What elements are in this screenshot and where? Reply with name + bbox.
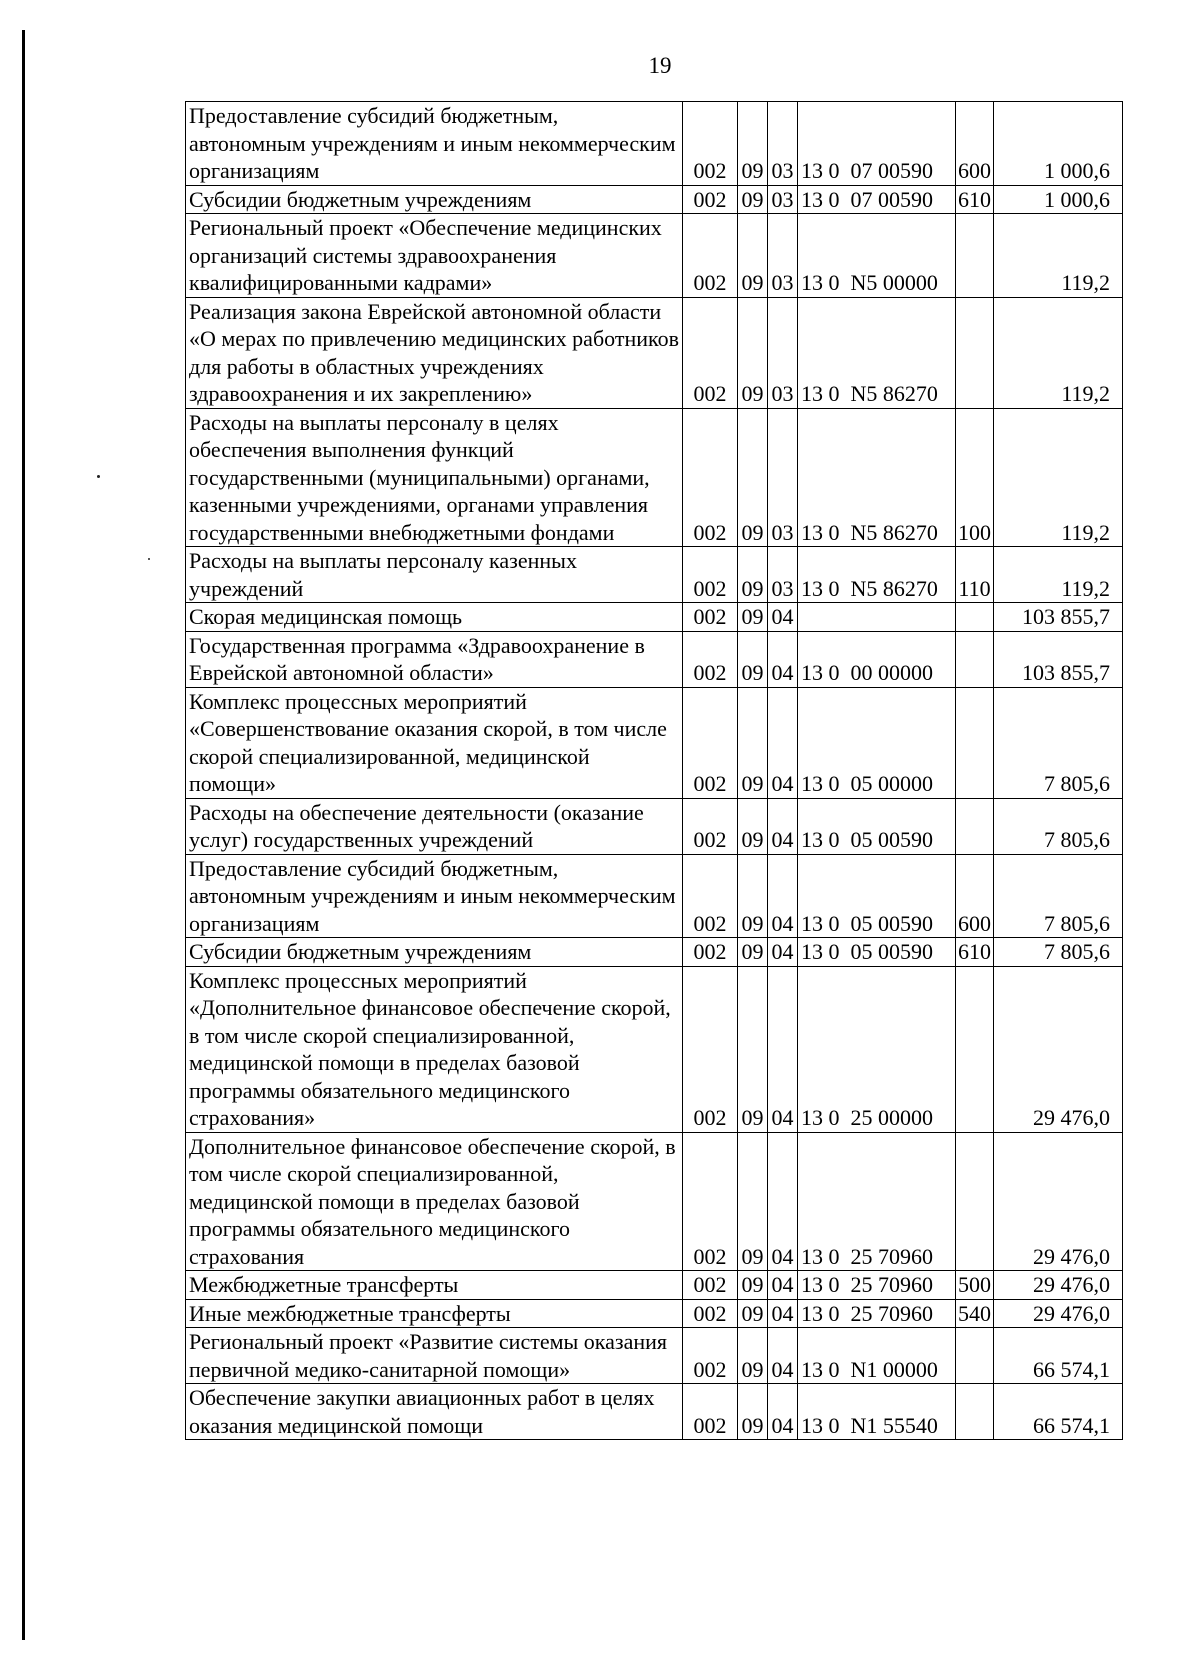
- row-name: Обеспечение закупки авиационных работ в целях оказания медицинской помощи: [186, 1384, 683, 1440]
- subsection-code: 04: [768, 798, 798, 854]
- row-name: Региональный проект «Развитие системы оказания первичной медико-санитарной помощи»: [186, 1328, 683, 1384]
- table-row: [186, 966, 1123, 1132]
- row-name: Региональный проект «Обеспечение медицинских организаций системы здравоохранения квалифицированными кадрами»: [186, 214, 683, 298]
- target-article-code: 13 0 07 00590: [798, 102, 956, 186]
- row-name: Комплекс процессных мероприятий «Дополнительное финансовое обеспечение скорой, в том числе скорой специализированной, медицинской помощи в пределах базовой программы обязательного медицинского страхования»: [186, 966, 683, 1132]
- budget-table: [185, 101, 1123, 1440]
- amount: 7 805,6: [994, 687, 1123, 798]
- section-code: 09: [738, 408, 768, 547]
- section-code: 09: [738, 854, 768, 938]
- binding-line: [22, 30, 25, 1640]
- table-row: [186, 1271, 1123, 1300]
- admin-code: 002: [683, 1299, 738, 1328]
- row-name: Расходы на обеспечение деятельности (оказание услуг) государственных учреждений: [186, 798, 683, 854]
- table-row: [186, 185, 1123, 214]
- amount: 7 805,6: [994, 938, 1123, 967]
- expense-type-code: 610: [956, 938, 994, 967]
- budget-table-body: [186, 102, 1123, 1440]
- target-article-code: 13 0 05 00590: [798, 798, 956, 854]
- expense-type-code: 600: [956, 102, 994, 186]
- table-row: [186, 1132, 1123, 1271]
- scan-speck: [97, 475, 100, 478]
- table-row: [186, 687, 1123, 798]
- table-row: [186, 1299, 1123, 1328]
- table-row: [186, 603, 1123, 632]
- expense-type-code: [956, 297, 994, 408]
- row-name: Межбюджетные трансферты: [186, 1271, 683, 1300]
- section-code: 09: [738, 1328, 768, 1384]
- admin-code: 002: [683, 297, 738, 408]
- target-article-code: 13 0 07 00590: [798, 185, 956, 214]
- amount: 103 855,7: [994, 631, 1123, 687]
- amount: 66 574,1: [994, 1328, 1123, 1384]
- row-name: Субсидии бюджетным учреждениям: [186, 185, 683, 214]
- row-name: Комплекс процессных мероприятий «Совершенствование оказания скорой, в том числе скорой специализированной, медицинской помощи»: [186, 687, 683, 798]
- expense-type-code: 610: [956, 185, 994, 214]
- subsection-code: 03: [768, 408, 798, 547]
- table-row: [186, 1384, 1123, 1440]
- amount: 103 855,7: [994, 603, 1123, 632]
- admin-code: 002: [683, 966, 738, 1132]
- table-row: [186, 1328, 1123, 1384]
- row-name: Скорая медицинская помощь: [186, 603, 683, 632]
- row-name: Предоставление субсидий бюджетным, автономным учреждениям и иным некоммерческим организациям: [186, 102, 683, 186]
- target-article-code: 13 0 05 00590: [798, 854, 956, 938]
- amount: 29 476,0: [994, 1299, 1123, 1328]
- target-article-code: 13 0 N5 86270: [798, 408, 956, 547]
- expense-type-code: [956, 687, 994, 798]
- expense-type-code: [956, 214, 994, 298]
- subsection-code: 04: [768, 1132, 798, 1271]
- section-code: 09: [738, 214, 768, 298]
- expense-type-code: 600: [956, 854, 994, 938]
- subsection-code: 03: [768, 185, 798, 214]
- row-name: Дополнительное финансовое обеспечение скорой, в том числе скорой специализированной, медицинской помощи в пределах базовой программы обязательного медицинского страхования: [186, 1132, 683, 1271]
- amount: 119,2: [994, 214, 1123, 298]
- target-article-code: 13 0 N5 86270: [798, 297, 956, 408]
- admin-code: 002: [683, 631, 738, 687]
- section-code: 09: [738, 547, 768, 603]
- subsection-code: 03: [768, 102, 798, 186]
- row-name: Иные межбюджетные трансферты: [186, 1299, 683, 1328]
- section-code: 09: [738, 102, 768, 186]
- amount: 29 476,0: [994, 1271, 1123, 1300]
- subsection-code: 04: [768, 1328, 798, 1384]
- target-article-code: 13 0 00 00000: [798, 631, 956, 687]
- amount: 1 000,6: [994, 102, 1123, 186]
- target-article-code: 13 0 05 00590: [798, 938, 956, 967]
- subsection-code: 04: [768, 1271, 798, 1300]
- target-article-code: 13 0 25 00000: [798, 966, 956, 1132]
- amount: 7 805,6: [994, 798, 1123, 854]
- expense-type-code: [956, 798, 994, 854]
- admin-code: 002: [683, 1384, 738, 1440]
- row-name: Расходы на выплаты персоналу в целях обеспечения выполнения функций государственными (муниципальными) органами, казенными учреждениями, органами управления государственными внебюджетными фондами: [186, 408, 683, 547]
- row-name: Расходы на выплаты персоналу казенных учреждений: [186, 547, 683, 603]
- section-code: 09: [738, 687, 768, 798]
- table-row: [186, 102, 1123, 186]
- table-row: [186, 938, 1123, 967]
- admin-code: 002: [683, 1271, 738, 1300]
- target-article-code: [798, 603, 956, 632]
- section-code: 09: [738, 297, 768, 408]
- table-row: [186, 854, 1123, 938]
- admin-code: 002: [683, 938, 738, 967]
- section-code: 09: [738, 1384, 768, 1440]
- admin-code: 002: [683, 547, 738, 603]
- amount: 29 476,0: [994, 1132, 1123, 1271]
- target-article-code: 13 0 05 00000: [798, 687, 956, 798]
- admin-code: 002: [683, 603, 738, 632]
- subsection-code: 04: [768, 1299, 798, 1328]
- subsection-code: 03: [768, 297, 798, 408]
- target-article-code: 13 0 N1 55540: [798, 1384, 956, 1440]
- target-article-code: 13 0 N5 00000: [798, 214, 956, 298]
- subsection-code: 04: [768, 687, 798, 798]
- expense-type-code: [956, 1328, 994, 1384]
- admin-code: 002: [683, 102, 738, 186]
- subsection-code: 04: [768, 603, 798, 632]
- table-row: [186, 798, 1123, 854]
- admin-code: 002: [683, 854, 738, 938]
- row-name: Реализация закона Еврейской автономной области «О мерах по привлечению медицинских работников для работы в областных учреждениях здравоохранения и их закреплению»: [186, 297, 683, 408]
- section-code: 09: [738, 1132, 768, 1271]
- expense-type-code: 110: [956, 547, 994, 603]
- target-article-code: 13 0 25 70960: [798, 1271, 956, 1300]
- target-article-code: 13 0 25 70960: [798, 1299, 956, 1328]
- expense-type-code: [956, 1132, 994, 1271]
- admin-code: 002: [683, 1328, 738, 1384]
- expense-type-code: 500: [956, 1271, 994, 1300]
- section-code: 09: [738, 1299, 768, 1328]
- target-article-code: 13 0 25 70960: [798, 1132, 956, 1271]
- subsection-code: 03: [768, 547, 798, 603]
- subsection-code: 04: [768, 631, 798, 687]
- table-row: [186, 631, 1123, 687]
- admin-code: 002: [683, 185, 738, 214]
- row-name: Субсидии бюджетным учреждениям: [186, 938, 683, 967]
- expense-type-code: [956, 1384, 994, 1440]
- table-row: [186, 408, 1123, 547]
- subsection-code: 04: [768, 938, 798, 967]
- section-code: 09: [738, 185, 768, 214]
- row-name: Государственная программа «Здравоохранение в Еврейской автономной области»: [186, 631, 683, 687]
- expense-type-code: 100: [956, 408, 994, 547]
- amount: 7 805,6: [994, 854, 1123, 938]
- target-article-code: 13 0 N1 00000: [798, 1328, 956, 1384]
- admin-code: 002: [683, 408, 738, 547]
- expense-type-code: [956, 631, 994, 687]
- amount: 1 000,6: [994, 185, 1123, 214]
- admin-code: 002: [683, 798, 738, 854]
- admin-code: 002: [683, 687, 738, 798]
- section-code: 09: [738, 631, 768, 687]
- page-number: 19: [648, 53, 672, 78]
- subsection-code: 04: [768, 1384, 798, 1440]
- admin-code: 002: [683, 1132, 738, 1271]
- section-code: 09: [738, 1271, 768, 1300]
- expense-type-code: [956, 603, 994, 632]
- scan-speck: [148, 558, 150, 560]
- amount: 119,2: [994, 408, 1123, 547]
- admin-code: 002: [683, 214, 738, 298]
- amount: 119,2: [994, 547, 1123, 603]
- target-article-code: 13 0 N5 86270: [798, 547, 956, 603]
- amount: 66 574,1: [994, 1384, 1123, 1440]
- subsection-code: 04: [768, 966, 798, 1132]
- section-code: 09: [738, 603, 768, 632]
- subsection-code: 03: [768, 214, 798, 298]
- table-row: [186, 214, 1123, 298]
- table-row: [186, 297, 1123, 408]
- table-row: [186, 547, 1123, 603]
- expense-type-code: 540: [956, 1299, 994, 1328]
- section-code: 09: [738, 798, 768, 854]
- amount: 29 476,0: [994, 966, 1123, 1132]
- section-code: 09: [738, 966, 768, 1132]
- row-name: Предоставление субсидий бюджетным, автономным учреждениям и иным некоммерческим организациям: [186, 854, 683, 938]
- section-code: 09: [738, 938, 768, 967]
- subsection-code: 04: [768, 854, 798, 938]
- expense-type-code: [956, 966, 994, 1132]
- amount: 119,2: [994, 297, 1123, 408]
